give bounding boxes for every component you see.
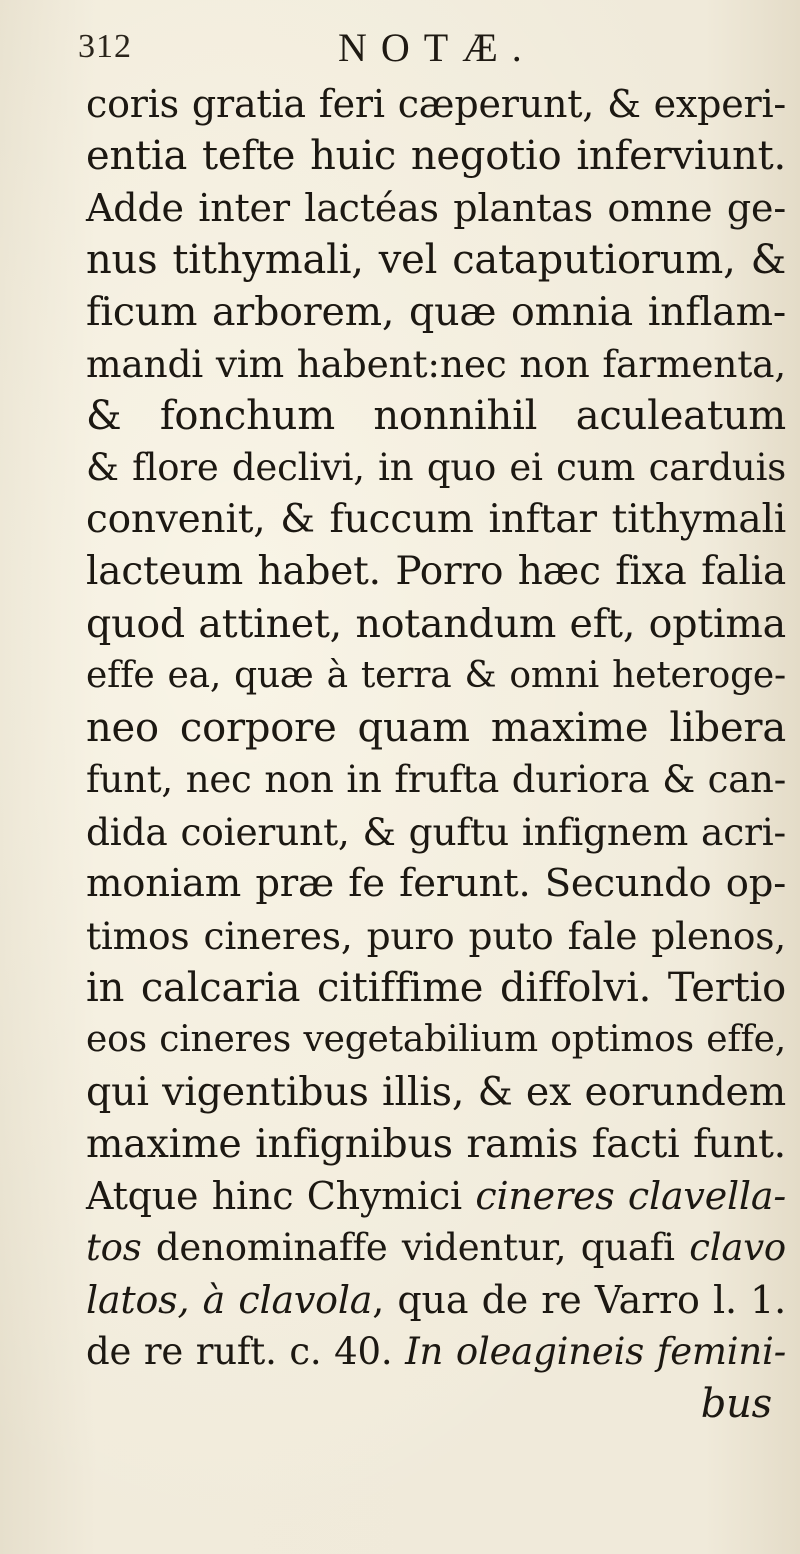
- text-line: [86, 286, 786, 338]
- text-span: timos cineres, puro puto fale plenos,: [86, 914, 786, 958]
- text-line: [86, 494, 786, 546]
- text-line: [86, 650, 786, 702]
- italic-span: In oleagineis femini-: [405, 1330, 786, 1373]
- text-line: [86, 182, 786, 234]
- text-span: neo corpore quam maxime libera: [86, 705, 786, 751]
- text-line: [86, 1378, 786, 1430]
- text-line: [86, 1326, 786, 1378]
- italic-span: bus: [700, 1381, 772, 1427]
- body-text: [86, 78, 786, 1430]
- text-span: ficum arborem, quæ omnia inflam-: [86, 289, 786, 335]
- text-line: [86, 962, 786, 1014]
- italic-span: tos: [86, 1226, 142, 1269]
- text-span: , qua de re Varro l. 1.: [372, 1278, 786, 1322]
- page-header: [0, 18, 800, 78]
- text-line: [86, 754, 786, 806]
- text-line: [86, 1066, 786, 1118]
- text-line: [86, 338, 786, 390]
- text-line: [86, 234, 786, 286]
- text-line: [86, 1118, 786, 1170]
- text-line: [86, 1170, 786, 1222]
- text-span: mandi vim habent:nec non farmenta,: [86, 342, 786, 386]
- text-line: [86, 1274, 786, 1326]
- text-span: dida coierunt, & guftu infignem acri-: [86, 810, 786, 854]
- text-line: [86, 390, 786, 442]
- text-line: [86, 598, 786, 650]
- text-span: coris gratia feri cæperunt, & experi-: [86, 82, 787, 126]
- text-span: entia tefte huic negotio inferviunt.: [86, 133, 786, 179]
- text-line: [86, 1014, 786, 1066]
- text-span: Adde inter lactéas plantas omne ge-: [86, 186, 786, 230]
- text-line: [86, 1222, 786, 1274]
- page-number: 312: [78, 28, 132, 65]
- text-line: [86, 130, 786, 182]
- text-span: in calcaria citiffime diffolvi. Tertio: [86, 965, 786, 1011]
- text-span: Atque hinc Chymici: [86, 1174, 476, 1218]
- text-span: & fonchum nonnihil aculeatum: [86, 393, 786, 439]
- text-span: effe ea, quæ à terra & omni heteroge-: [86, 655, 786, 696]
- text-span: maxime infignibus ramis facti funt.: [86, 1121, 786, 1167]
- running-head: NOTÆ.: [338, 25, 536, 70]
- text-span: qui vigentibus illis, & ex eorundem: [86, 1069, 786, 1115]
- text-span: nus tithymali, vel cataputiorum, &: [86, 237, 786, 283]
- text-line: [86, 78, 786, 130]
- text-span: & flore declivi, in quo ei cum carduis: [86, 446, 786, 489]
- text-span: quod attinet, notandum eft, optima: [86, 601, 786, 647]
- italic-span: cineres clavella-: [475, 1174, 786, 1218]
- text-span: eos cineres vegetabilium optimos effe,: [86, 1019, 786, 1060]
- text-span: lacteum habet. Porro hæc fixa falia: [86, 549, 786, 594]
- text-line: [86, 442, 786, 494]
- italic-span: latos, à clavola: [86, 1278, 373, 1322]
- text-line: [86, 910, 786, 962]
- text-span: moniam præ fe ferunt. Secundo op-: [86, 861, 786, 906]
- italic-span: clavo: [689, 1226, 786, 1269]
- text-span: denominaffe videntur, quafi: [141, 1226, 690, 1269]
- text-line: [86, 702, 786, 754]
- text-span: convenit, & fuccum inftar tithymali: [86, 497, 786, 542]
- text-line: [86, 858, 786, 910]
- text-span: de re ruft. c. 40.: [86, 1330, 406, 1373]
- text-line: [86, 806, 786, 858]
- text-line: [86, 546, 786, 598]
- text-span: funt, nec non in frufta duriora & can-: [86, 758, 786, 801]
